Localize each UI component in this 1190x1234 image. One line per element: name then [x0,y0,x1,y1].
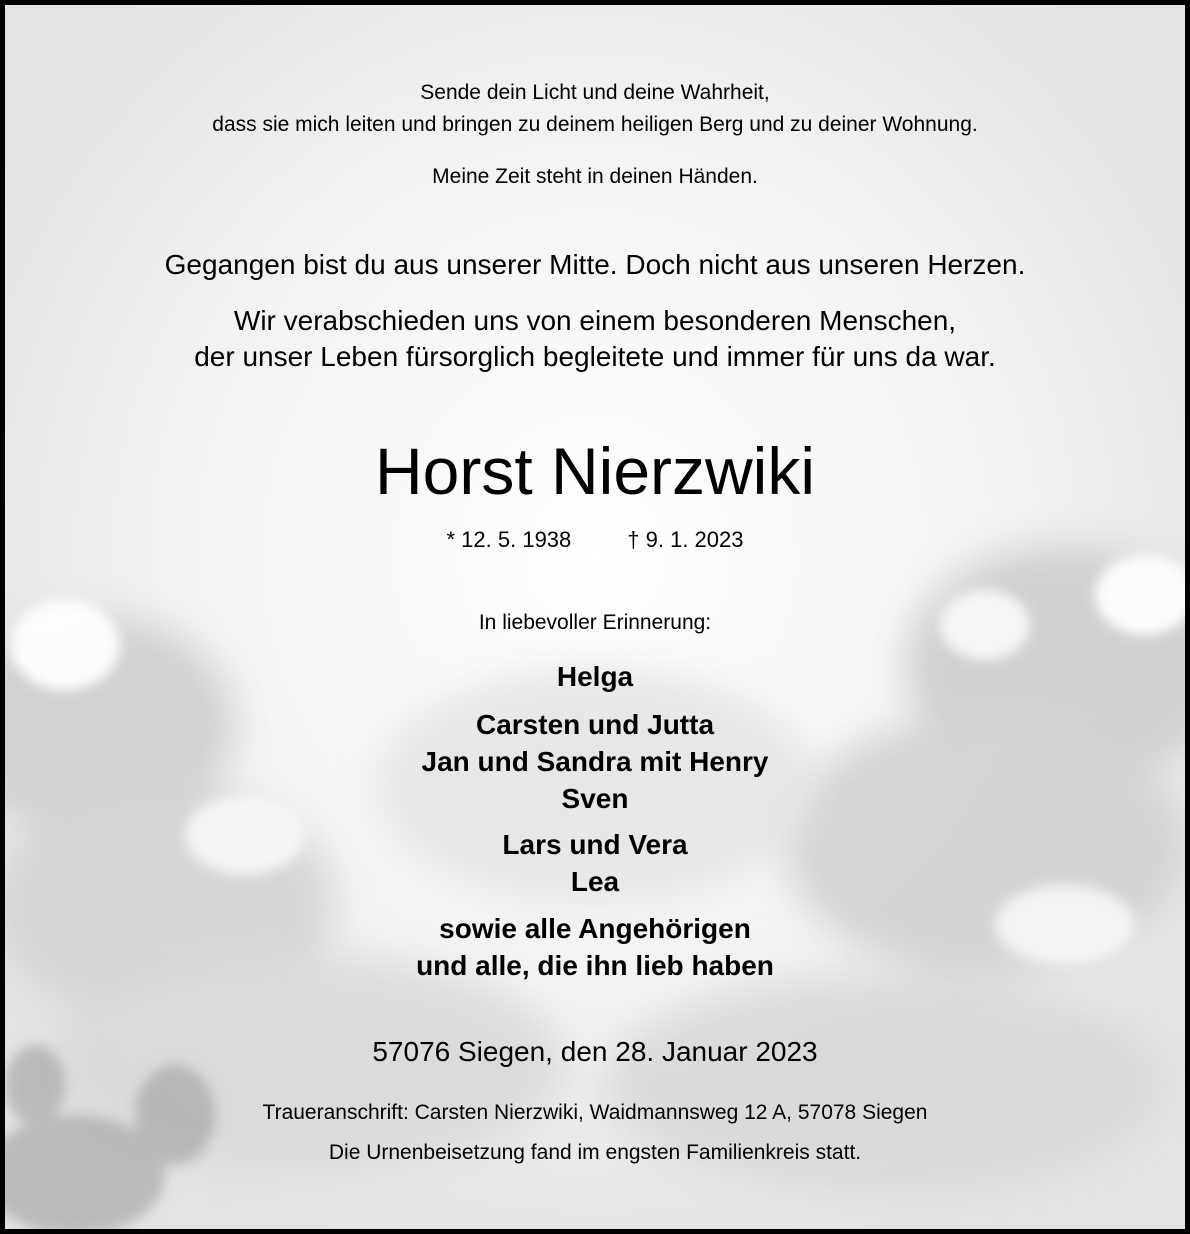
deceased-name: Horst Nierzwiki [374,434,816,508]
intro-line-3: der unser Leben fürsorglich begleitete und immer für uns da war. [194,341,996,372]
death-date: † 9. 1. 2023 [627,527,744,552]
place-and-date: 57076 Siegen, den 28. Januar 2023 [372,1036,818,1067]
birth-date: * 12. 5. 1938 [446,527,572,552]
verse-line-1: Sende dein Licht und deine Wahrheit, [420,81,770,104]
mourner-name: Jan und Sandra mit Henry [421,746,769,777]
mourner-name: Carsten und Jutta [475,709,715,740]
memory-heading: In liebevoller Erinnerung: [478,611,712,634]
intro-line-2: Wir verabschieden uns von einem besonderen Menschen, [233,305,957,336]
mourner-name: sowie alle Angehörigen [439,913,751,944]
mourner-name: Sven [561,783,629,814]
mourner-name: Helga [556,661,634,692]
verse-line-2: dass sie mich leiten und bringen zu deinem heiligen Berg und zu deiner Wohnung. [212,113,978,136]
mourner-name: Lars und Vera [502,829,688,860]
funeral-address: Traueranschrift: Carsten Nierzwiki, Waidmannsweg 12 A, 57078 Siegen [262,1101,928,1124]
verse-line-3: Meine Zeit steht in deinen Händen. [432,165,758,188]
life-dates [5,527,1185,553]
mourner-name: und alle, die ihn lieb haben [416,950,774,981]
funeral-note: Die Urnenbeisetzung fand im engsten Familienkreis statt. [328,1141,862,1164]
intro-line-1: Gegangen bist du aus unserer Mitte. Doch nicht aus unseren Herzen. [164,249,1026,280]
mourner-name: Lea [570,866,620,897]
